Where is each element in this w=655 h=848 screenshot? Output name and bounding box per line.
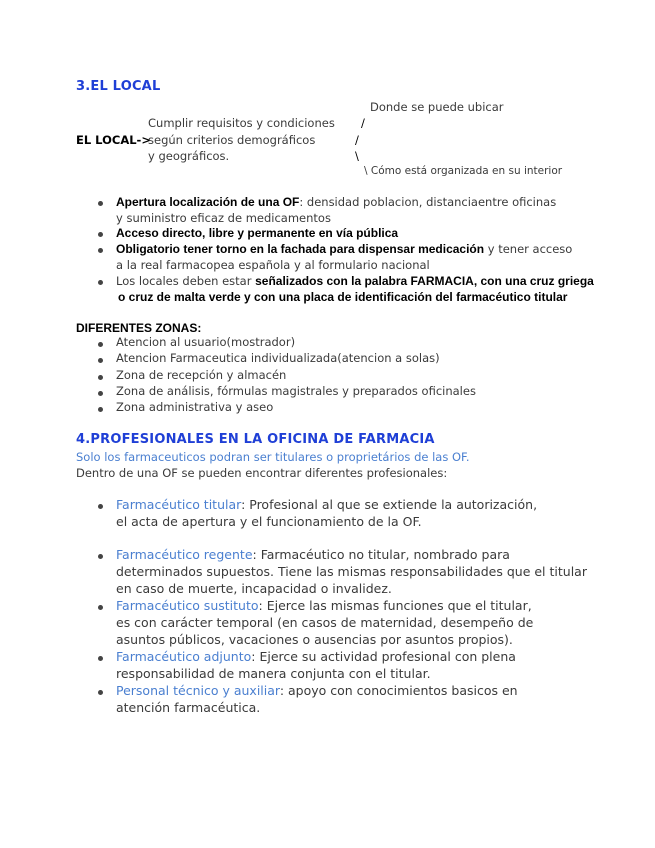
diagram-donde: Donde se puede ubicar: [370, 100, 504, 114]
bullet-apertura: [116, 195, 556, 209]
profesional-term: Farmacéutico titular: [116, 497, 242, 512]
profesional-desc-line: el acta de apertura y el funcionamiento de la OF.: [116, 514, 422, 529]
diagram-slash-2: /: [355, 133, 359, 147]
profesional-titular: [116, 497, 537, 512]
diagram-segun: según criterios demográficos: [148, 133, 316, 147]
bullet-locales-bold: señalizados con la palabra FARMACIA, con una cruz griega: [255, 274, 594, 288]
bullet-locales-line2: o cruz de malta verde y con una placa de identificación del farmacéutico titular: [118, 290, 568, 304]
profesional-desc: : apoyo con conocimientos basicos en: [279, 683, 518, 698]
diagram-cumplir: Cumplir requisitos y condiciones: [148, 116, 335, 130]
zona-item: Zona administrativa y aseo: [116, 400, 274, 414]
bullet-apertura-bold: Apertura localización de una OF: [116, 195, 300, 209]
bullet-dot: [98, 690, 103, 695]
profesional-sustituto: [116, 598, 532, 613]
profesional-adjunto: [116, 649, 516, 664]
zona-item: Atencion Farmaceutica individualizada(atencion a solas): [116, 351, 440, 365]
profesional-term: Farmacéutico regente: [116, 547, 253, 562]
bullet-dot: [98, 391, 103, 396]
bullet-obligatorio-bold: Obligatorio tener torno en la fachada para dispensar medicación: [116, 242, 485, 256]
profesional-desc: : Ejerce su actividad profesional con plena: [251, 649, 516, 664]
zona-item: Zona de análisis, fórmulas magistrales y preparados oficinales: [116, 384, 476, 398]
bullet-apertura-rest: : densidad poblacion, distanciaentre oficinas: [299, 195, 557, 209]
diagram-el-local: EL LOCAL->: [76, 133, 151, 147]
bullet-obligatorio-line2: a la real farmacopea española y al formulario nacional: [116, 258, 430, 272]
bullet-acceso: Acceso directo, libre y permanente en vía pública: [116, 226, 399, 240]
profesional-desc-line: determinados supuestos. Tiene las mismas responsabilidades que el titular: [116, 564, 587, 579]
bullet-dot: [98, 554, 103, 559]
zona-item: Atencion al usuario(mostrador): [116, 335, 296, 349]
diagram-como: \ Cómo está organizada en su interior: [364, 165, 563, 177]
profesional-desc-line: es con carácter temporal (en casos de maternidad, desempeño de: [116, 615, 534, 630]
section-3-title: 3.EL LOCAL: [76, 79, 161, 94]
bullet-dot: [98, 605, 103, 610]
bullet-apertura-line2: y suministro eficaz de medicamentos: [116, 211, 331, 225]
profesional-desc: : Ejerce las mismas funciones que el titular,: [258, 598, 532, 613]
diagram-geograficos: y geográficos.: [148, 149, 230, 163]
profesional-desc: : Profesional al que se extiende la autorización,: [241, 497, 538, 512]
bullet-dot: [98, 342, 103, 347]
diagram-backslash: \: [355, 149, 359, 163]
profesional-desc-line: en caso de muerte, incapacidad o invalidez.: [116, 581, 392, 596]
section-4-title: 4.PROFESIONALES EN LA OFICINA DE FARMACIA: [76, 432, 435, 447]
bullet-dot: [98, 504, 103, 509]
profesional-desc-line: responsabilidad de manera conjunta con el titular.: [116, 666, 431, 681]
bullet-locales-start: Los locales deben estar: [116, 274, 256, 288]
bullet-dot: [98, 248, 103, 253]
bullet-locales: [116, 274, 594, 288]
bullet-dot: [98, 656, 103, 661]
profesional-term: Farmacéutico adjunto: [116, 649, 252, 664]
bullet-obligatorio: [116, 242, 572, 256]
bullet-dot: [98, 407, 103, 412]
bullet-dot: [98, 232, 103, 237]
profesional-regente: [116, 547, 510, 562]
profesional-desc: : Farmacéutico no titular, nombrado para: [252, 547, 510, 562]
bullet-dot: [98, 358, 103, 363]
profesional-desc-line: asuntos públicos, vacaciones o ausencias por asuntos propios).: [116, 632, 513, 647]
section-4-intro-blue: Solo los farmaceuticos podran ser titulares o proprietários de las OF.: [76, 450, 470, 464]
diagram-slash-1: /: [361, 116, 365, 130]
profesional-term: Farmacéutico sustituto: [116, 598, 259, 613]
bullet-dot: [98, 201, 103, 206]
section-4-intro: Dentro de una OF se pueden encontrar diferentes profesionales:: [76, 466, 448, 480]
profesional-personal: [116, 683, 518, 698]
bullet-dot: [98, 280, 103, 285]
profesional-term: Personal técnico y auxiliar: [116, 683, 280, 698]
zonas-title: DIFERENTES ZONAS:: [76, 321, 202, 335]
bullet-dot: [98, 375, 103, 380]
profesional-desc-line: atención farmacéutica.: [116, 700, 261, 715]
bullet-obligatorio-rest: y tener acceso: [484, 242, 573, 256]
zona-item: Zona de recepción y almacén: [116, 368, 287, 382]
